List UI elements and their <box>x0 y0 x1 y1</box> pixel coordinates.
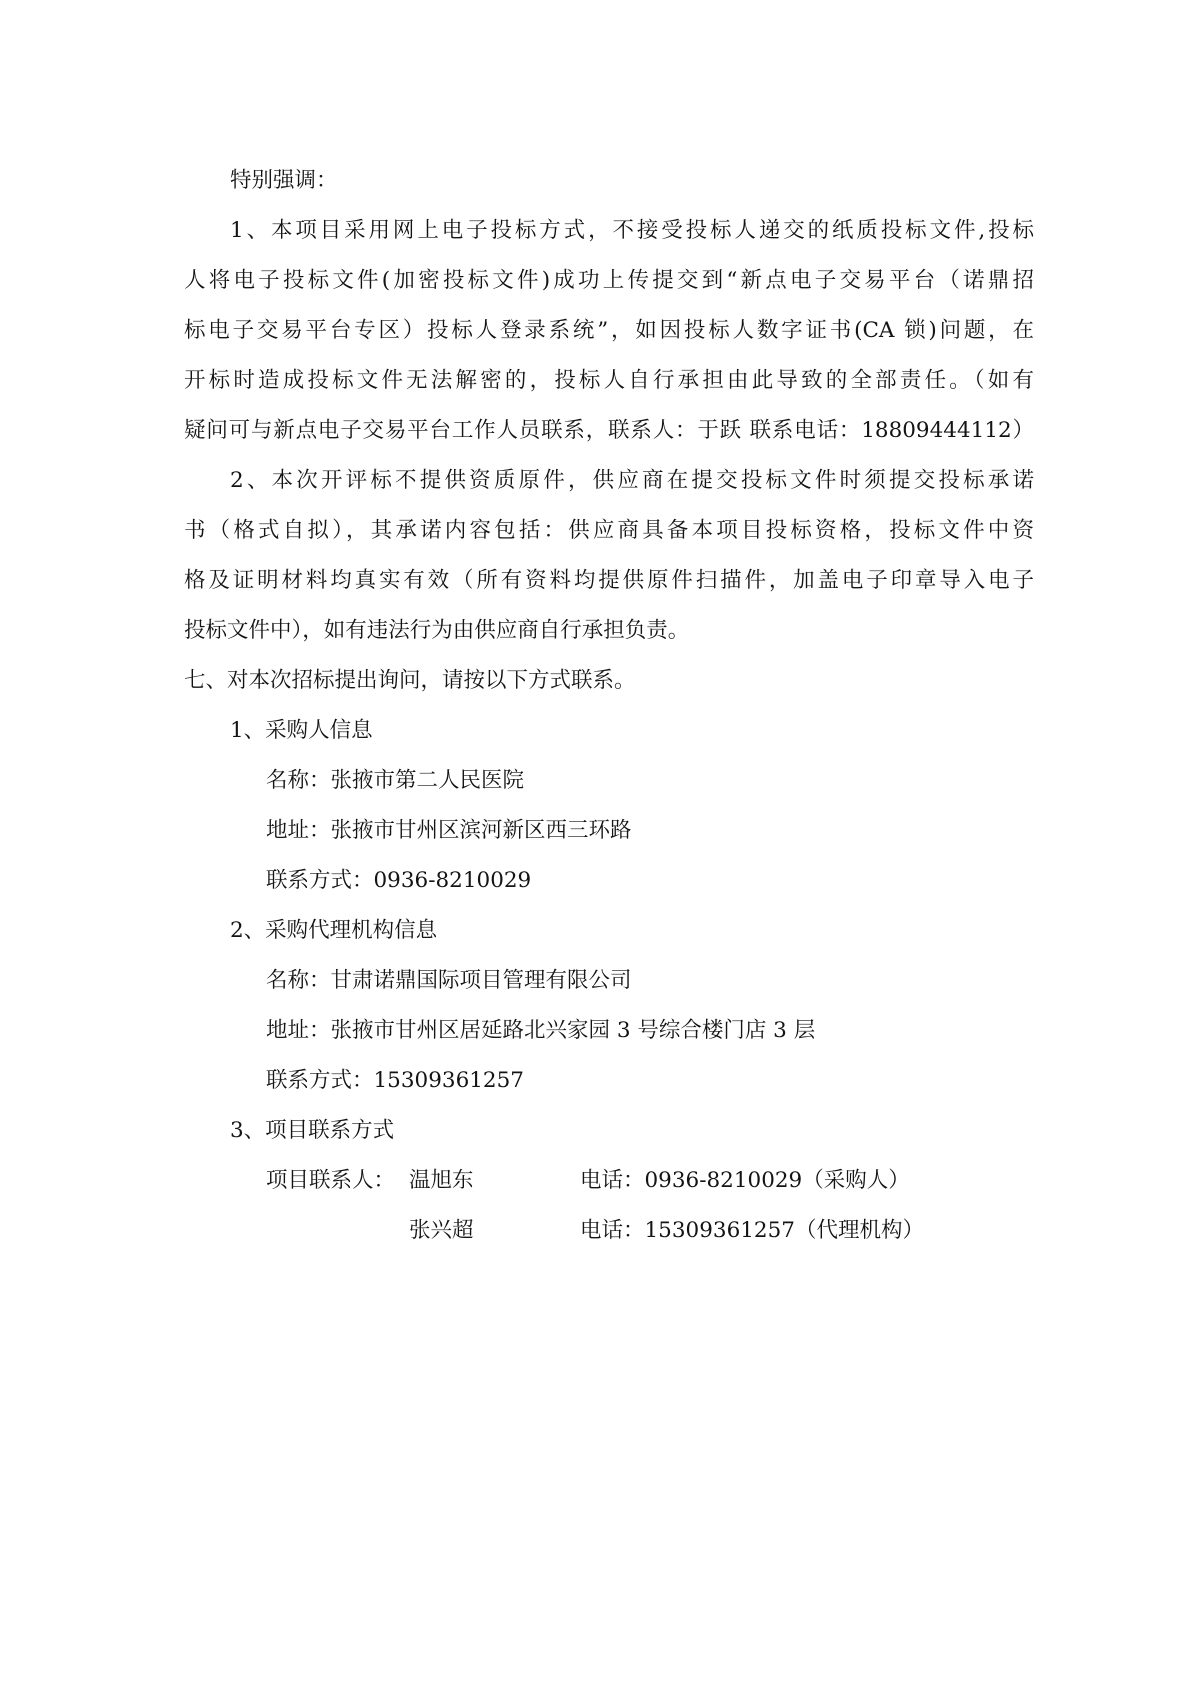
purchaser-contact: 联系方式：0936-8210029 <box>266 868 532 893</box>
notice-item-1-line: 人将电子投标文件(加密投标文件)成功上传提交到“新点电子交易平台（诺鼎招 <box>184 268 1034 293</box>
agency-contact: 联系方式：15309361257 <box>266 1068 524 1093</box>
notice-item-1-line: 标电子交易平台专区）投标人登录系统”，如因投标人数字证书(CA 锁)问题，在 <box>184 318 1034 343</box>
project-contact-title: 3、项目联系方式 <box>230 1118 395 1143</box>
agency-address: 地址：张掖市甘州区居延路北兴家园 3 号综合楼门店 3 层 <box>266 1018 816 1043</box>
project-contact-row <box>184 1156 1034 1206</box>
project-contact-label: 项目联系人： <box>266 1168 396 1193</box>
project-contact-name: 张兴超 <box>409 1218 474 1243</box>
notice-item-2 <box>184 456 1034 656</box>
agency-name: 名称：甘肃诺鼎国际项目管理有限公司 <box>266 968 632 993</box>
agency-info <box>184 906 1034 1106</box>
notice-item-2-line: 2、本次开评标不提供资质原件，供应商在提交投标文件时须提交投标承诺 <box>230 468 1034 493</box>
special-notice-heading: 特别强调： <box>230 168 338 193</box>
notice-item-2-line: 格及证明材料均真实有效（所有资料均提供原件扫描件，加盖电子印章导入电子 <box>184 568 1034 593</box>
project-contact-name: 温旭东 <box>409 1168 474 1193</box>
notice-item-2-line: 投标文件中），如有违法行为由供应商自行承担负责。 <box>184 618 690 643</box>
project-contact-label-spacer <box>266 1206 409 1256</box>
purchaser-info-title: 1、采购人信息 <box>230 718 373 743</box>
project-contact-info <box>184 1106 1034 1256</box>
purchaser-name: 名称：张掖市第二人民医院 <box>266 768 525 793</box>
agency-info-title: 2、采购代理机构信息 <box>230 918 438 943</box>
purchaser-info <box>184 706 1034 906</box>
project-contact-row <box>184 1206 1034 1256</box>
project-contact-phone: 电话：15309361257（代理机构） <box>580 1218 924 1243</box>
notice-item-2-line: 书（格式自拟），其承诺内容包括：供应商具备本项目投标资格，投标文件中资 <box>184 518 1034 543</box>
notice-item-1-line: 1、本项目采用网上电子投标方式，不接受投标人递交的纸质投标文件,投标 <box>230 218 1034 243</box>
notice-item-1-line: 开标时造成投标文件无法解密的，投标人自行承担由此导致的全部责任。（如有 <box>184 368 1034 393</box>
project-contact-phone: 电话：0936-8210029（采购人） <box>580 1168 910 1193</box>
notice-item-1 <box>184 206 1034 456</box>
notice-item-1-line: 疑问可与新点电子交易平台工作人员联系，联系人：于跃 联系电话：18809444112） <box>184 418 1034 443</box>
purchaser-address: 地址：张掖市甘州区滨河新区西三环路 <box>266 818 632 843</box>
document-body <box>184 156 1034 1256</box>
section-seven-heading: 七、对本次招标提出询问，请按以下方式联系。 <box>184 668 636 693</box>
